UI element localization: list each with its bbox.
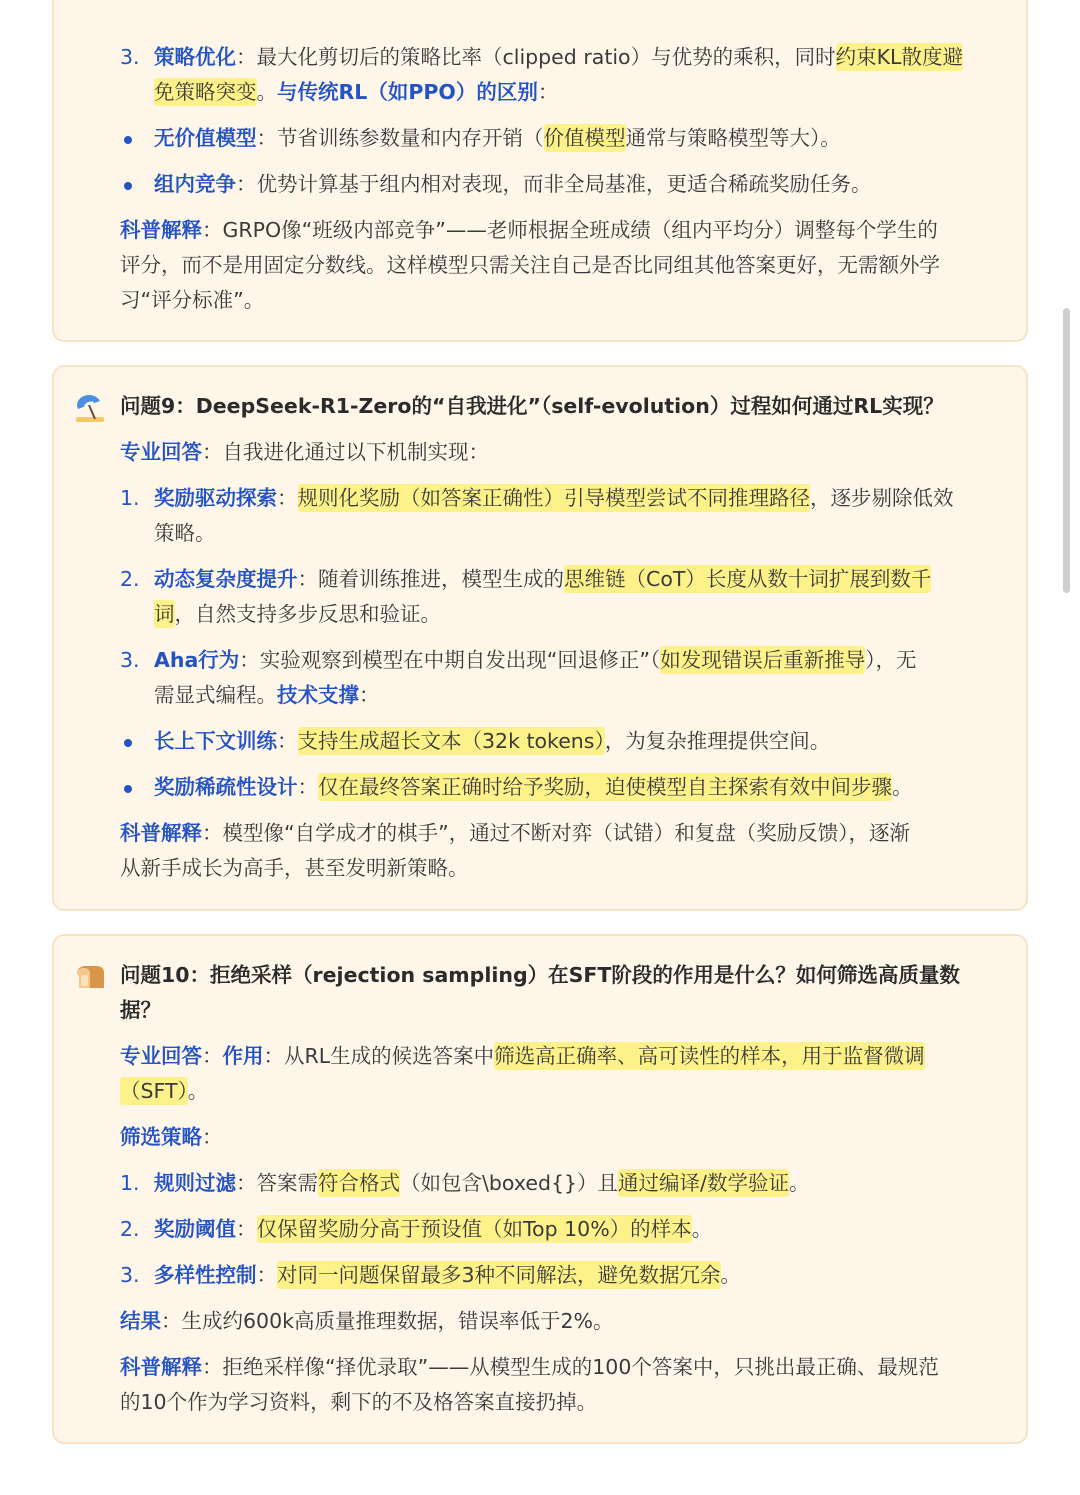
bold-term: 组内竞争 — [154, 172, 236, 196]
text-run: 。 — [187, 1079, 209, 1103]
list-item — [120, 1166, 1002, 1201]
list-item-line — [154, 516, 1002, 551]
text-run: 。 — [691, 1217, 713, 1241]
question-title: 问题9：DeepSeek-R1-Zero的“自我进化”（self-evolution）过程如何通过RL实现？ — [120, 394, 944, 418]
text-run: ：答案需 — [236, 1171, 318, 1195]
text-run: ： — [277, 729, 298, 753]
list-item — [120, 643, 1002, 713]
bullet-icon — [124, 739, 132, 747]
text-run: 需显式编程。 — [154, 683, 277, 707]
list-number: 2. — [120, 567, 140, 591]
question-card-9 — [52, 365, 1028, 911]
list-item — [120, 121, 1002, 156]
list-item-line — [154, 481, 1002, 516]
bold-term: 与传统RL（如PPO）的区别 — [277, 80, 538, 104]
scrollbar-thumb[interactable] — [1063, 308, 1070, 593]
paragraph-line — [120, 248, 1002, 283]
bullet-icon — [124, 785, 132, 793]
card-8-content — [120, 40, 1002, 329]
list-item-line — [154, 1258, 1002, 1293]
bold-term: 奖励阈值 — [154, 1217, 236, 1241]
card-10-content — [120, 958, 1002, 1431]
list-number: 2. — [120, 1217, 140, 1241]
paragraph-line — [120, 283, 1002, 318]
text-run: ： — [277, 486, 298, 510]
text-run: ，逐步剔除低效 — [810, 486, 954, 510]
bold-term: 科普解释 — [120, 821, 202, 845]
bread-icon — [74, 962, 106, 992]
text-run: 。 — [892, 775, 913, 799]
list-item-line — [154, 770, 1002, 805]
highlighted-text: 筛选高正确率、高可读性的样本，用于监督微调 — [494, 1044, 925, 1068]
text-run: ，为复杂推理提供空间。 — [604, 729, 831, 753]
text-run: ： — [297, 775, 318, 799]
text-run: ： — [537, 80, 559, 104]
text-run: ：从RL生成的候选答案中 — [263, 1044, 495, 1068]
bold-term: 多样性控制 — [154, 1263, 257, 1287]
text-run: ：最大化剪切后的策略比率（clipped ratio）与优势的乘积，同时 — [236, 45, 836, 69]
bullet-icon — [124, 182, 132, 190]
text-run: ：节省训练参数量和内存开销（ — [256, 126, 544, 150]
list-item-line — [154, 643, 1002, 678]
text-run: ：模型像“自学成才的棋手”，通过不断对弈（试错）和复盘（奖励反馈），逐渐 — [202, 821, 910, 845]
text-run: 策略。 — [154, 521, 216, 545]
bold-term: 筛选策略 — [120, 1125, 202, 1149]
question-title-line: 问题10：拒绝采样（rejection sampling）在SFT阶段的作用是什么？如何筛选高质量数 — [120, 963, 960, 987]
text-run: ： — [236, 1217, 257, 1241]
list-item-line — [154, 40, 1002, 75]
list-item-line — [154, 1166, 1002, 1201]
text-run: ： — [202, 1044, 223, 1068]
list-item-line — [154, 678, 1002, 713]
list-item-line — [154, 121, 1002, 156]
highlighted-text: 仅保留奖励分高于预设值（如Top 10%）的样本 — [256, 1217, 692, 1241]
professional-answer — [120, 1039, 1002, 1109]
card-9-content — [120, 389, 1002, 897]
text-run: ，自然支持多步反思和验证。 — [174, 602, 441, 626]
list-number: 1. — [120, 1171, 140, 1195]
text-run: ：GRPO像“班级内部竞争”——老师根据全班成绩（组内平均分）调整每个学生的 — [202, 218, 938, 242]
text-run: ：自我进化通过以下机制实现： — [202, 440, 489, 464]
text-run: 从新手成长为高手，甚至发明新策略。 — [120, 856, 469, 880]
text-run: 通常与策略模型等大）。 — [625, 126, 841, 150]
text-run: ：优势计算基于组内相对表现，而非全局基准，更适合稀疏奖励任务。 — [236, 172, 872, 196]
text-run: 习“评分标准”。 — [120, 288, 265, 312]
paragraph-line — [120, 1350, 1002, 1385]
bold-term: 作用 — [222, 1044, 264, 1068]
text-run: ： — [256, 1263, 277, 1287]
highlighted-text: 免策略突变 — [154, 80, 257, 104]
list-number: 1. — [120, 486, 140, 510]
text-run: 。 — [720, 1263, 742, 1287]
highlighted-text: 通过编译/数学验证 — [618, 1171, 789, 1195]
bold-term: 策略优化 — [154, 45, 236, 69]
bold-term: 规则过滤 — [154, 1171, 236, 1195]
highlighted-text: 对同一问题保留最多3种不同解法，避免数据冗余 — [277, 1263, 721, 1287]
list-item-line — [154, 1212, 1002, 1247]
bold-term: 专业回答 — [120, 440, 202, 464]
paragraph-line — [120, 213, 1002, 248]
highlighted-text: 支持生成超长文本（32k tokens） — [297, 729, 605, 753]
bold-term: 科普解释 — [120, 1355, 202, 1379]
bold-term: 结果 — [120, 1309, 161, 1333]
text-run: ：拒绝采样像“择优录取”——从模型生成的100个答案中，只挑出最正确、最规范 — [202, 1355, 939, 1379]
paragraph-line — [120, 1385, 1002, 1420]
text-run: （如包含\boxed{}）且 — [400, 1171, 619, 1195]
list-number: 3. — [120, 1263, 140, 1287]
paragraph-line — [120, 1074, 1002, 1109]
bold-term: 奖励稀疏性设计 — [154, 775, 298, 799]
paragraph-line — [120, 1039, 1002, 1074]
beach-umbrella-icon — [74, 393, 106, 423]
list-item-line — [154, 562, 1002, 597]
paragraph-line — [120, 851, 1002, 886]
list-item — [120, 1212, 1002, 1247]
highlighted-text: 仅在最终答案正确时给予奖励，迫使模型自主探索有效中间步骤 — [318, 775, 892, 799]
highlighted-text: 价值模型 — [543, 126, 626, 150]
list-item — [120, 1258, 1002, 1293]
bold-term: 长上下文训练 — [154, 729, 277, 753]
highlighted-text: 规则化奖励（如答案正确性）引导模型尝试不同推理路径 — [297, 486, 810, 510]
bold-term: Aha行为 — [154, 648, 240, 672]
strategy-heading — [120, 1120, 1002, 1155]
bold-term: 科普解释 — [120, 218, 202, 242]
list-number: 3. — [120, 45, 140, 69]
question-card-8 — [52, 0, 1028, 342]
highlighted-text: （SFT） — [120, 1079, 188, 1103]
bold-term: 无价值模型 — [154, 126, 257, 150]
highlighted-text: 词 — [154, 602, 175, 626]
bullet-icon — [124, 136, 132, 144]
text-run: ： — [359, 683, 380, 707]
list-item — [120, 562, 1002, 632]
list-item — [120, 40, 1002, 110]
text-run: ：实验观察到模型在中期自发出现“回退修正”（ — [239, 648, 661, 672]
bold-term: 专业回答 — [120, 1044, 202, 1068]
highlighted-text: 如发现错误后重新推导 — [660, 648, 866, 672]
list-item-line — [154, 597, 1002, 632]
highlighted-text: 符合格式 — [318, 1171, 400, 1195]
text-run: 评分，而不是用固定分数线。这样模型只需关注自己是否比同组其他答案更好，无需额外学 — [120, 253, 940, 277]
text-run: ），无 — [865, 648, 917, 672]
list-item-line — [154, 75, 1002, 110]
bold-term: 动态复杂度提升 — [154, 567, 298, 591]
list-number: 3. — [120, 648, 140, 672]
text-run: 的10个作为学习资料，剩下的不及格答案直接扔掉。 — [120, 1390, 598, 1414]
list-item-line — [154, 167, 1002, 202]
science-explanation — [120, 213, 1002, 318]
text-run: ：随着训练推进，模型生成的 — [297, 567, 564, 591]
list-item-line — [154, 724, 1002, 759]
question-card-10 — [52, 934, 1028, 1444]
bold-term: 技术支撑 — [277, 683, 359, 707]
text-run: ： — [202, 1125, 223, 1149]
text-run: 。 — [256, 80, 277, 104]
science-explanation — [120, 1350, 1002, 1420]
bold-term: 奖励驱动探索 — [154, 486, 277, 510]
list-item — [120, 770, 1002, 805]
text-run: 。 — [788, 1171, 810, 1195]
science-explanation — [120, 816, 1002, 886]
paragraph-line — [120, 816, 1002, 851]
result-line — [120, 1304, 1002, 1339]
list-item — [120, 724, 1002, 759]
highlighted-text: 思维链（CoT）长度从数十词扩展到数千 — [564, 567, 932, 591]
professional-answer — [120, 435, 1002, 470]
text-run: ：生成约600k高质量推理数据，错误率低于2%。 — [161, 1309, 614, 1333]
list-item — [120, 167, 1002, 202]
question-title-line: 据？ — [120, 998, 161, 1022]
list-item — [120, 481, 1002, 551]
highlighted-text: 约束KL散度避 — [835, 45, 963, 69]
